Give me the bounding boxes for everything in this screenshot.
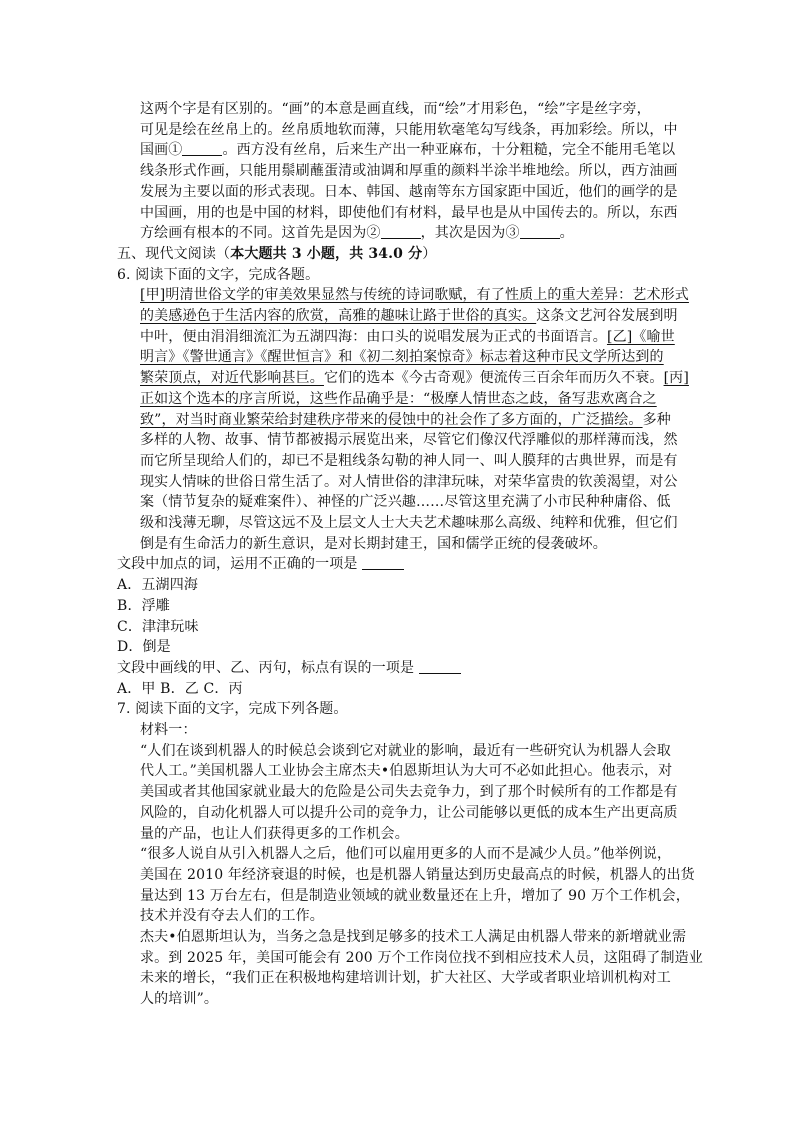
text-run: A．五湖四海: [117, 577, 199, 594]
text-run: 量达到 13 万台左右，但是制造业领域的就业数量还在上升，增加了 90 万个工作机会，: [140, 887, 690, 904]
sub-question-2: [117, 658, 461, 678]
option-item: [117, 617, 199, 637]
text-run: 材料一：: [140, 722, 197, 738]
material-label: [140, 720, 197, 740]
material-line: [140, 803, 678, 823]
underlined-sentence: 明言》《警世通言》《醒世恒言》和《初二刻拍案惊奇》标志着这种市民文学所达到的: [140, 349, 664, 366]
text-run: 求。到 2025 年，美国可能会有 200 万个工作岗位找不到相应技术人员，这阻碍了制造业: [140, 949, 703, 966]
text-run: ）: [422, 245, 437, 262]
paragraph-line: [140, 99, 651, 119]
answer-blank[interactable]: [520, 224, 560, 239]
text-run: 线条形式作画，只能用鬃刷蘸蛋清或油调和厚重的颜料半涂半堆地绘。所以，西方油画: [140, 163, 678, 180]
text-run: 五、现代文阅读（: [117, 245, 231, 262]
text-run: 国画①: [140, 142, 183, 159]
answer-blank[interactable]: [182, 141, 222, 156]
material-line: [140, 782, 678, 802]
material-line: [140, 906, 324, 926]
paragraph-line: [140, 161, 678, 181]
option-item: [117, 596, 170, 616]
underlined-sentence: [丙]: [663, 370, 689, 387]
text-run: 它们的选本《今古奇观》便流传三百余年而历久不衰。: [323, 370, 664, 387]
paragraph-line: [140, 182, 678, 202]
underlined-sentence: [乙]《喻世: [606, 328, 675, 345]
underlined-sentence: [甲]明清世俗文学的审美效果显然与传统的诗词歌赋，有了性质上的重大差异：艺术形式: [140, 287, 689, 304]
text-run: 。: [559, 225, 574, 242]
text-run: 倒是有生命活力的新生意识，是对长期封建王，国和儒学正统的侵袭破坏。: [140, 535, 607, 552]
text-run: 多样的人物、故事、情节都被揭示展览出来，尽管它们像汉代浮雕似的那样薄而浅，然: [140, 432, 678, 449]
text-run: A．甲 B．乙 C．丙: [117, 680, 243, 697]
text-run: 量的产品，也让人们获得更多的工作机会。: [140, 825, 409, 842]
question-number: 7.: [117, 701, 136, 718]
text-run: 中国画，用的也是中国的材料，即使他们有材料，最早也是从中国传去的。所以，东西: [140, 204, 678, 221]
material-line: [140, 741, 671, 761]
text-run: 而它所呈现给人们的，却已不是粗线条勾勒的神人同一、叫人膜拜的古典世界，而是有: [140, 452, 678, 469]
text-run: 本大题共 3 小题，共 34.0 分: [230, 245, 423, 262]
passage-line: [140, 389, 657, 409]
answer-blank[interactable]: [419, 659, 461, 674]
text-run: 美国或者其他国家就业最大的危险是公司失去竞争力，到了那个时候所有的工作都是有: [140, 784, 678, 801]
material-line: [140, 844, 671, 864]
text-run: 方绘画有根本的不同。这首先是因为②: [140, 225, 381, 242]
text-run: 可见是绘在丝帛上的。丝帛质地软而薄，只能用软毫笔勾写线条，再加彩绘。所以，中: [140, 121, 678, 138]
passage-line: [140, 430, 678, 450]
text-run: 这条文艺河谷发展到明: [536, 308, 678, 324]
paragraph-line: [140, 120, 678, 140]
text-run: 文段中加点的词，运用不正确的一项是: [117, 556, 363, 573]
passage-line: [140, 534, 607, 554]
text-run: 案（情节复杂的疑难案件）、神怪的广泛兴趣……尽管这里充满了小市民种种庸俗、低: [140, 494, 671, 511]
passage-line: [140, 410, 671, 430]
material-line: [140, 968, 671, 988]
text-run: 这两个字是有区别的。“画”的本意是画直线，而“绘”才用彩色，“绘”字是丝字旁，: [140, 101, 651, 117]
material-line: [140, 865, 695, 885]
answer-blank[interactable]: [381, 224, 421, 239]
section-heading: [117, 244, 436, 264]
text-run: 技术并没有夺去人们的工作。: [140, 908, 324, 925]
material-line: [140, 886, 690, 906]
underlined-sentence: 致”，对当时商业繁荣给封建秩序带来的侵蚀中的社会作了多方面的，广泛描绘。: [140, 411, 643, 428]
passage-line: [140, 327, 675, 347]
answer-blank[interactable]: [362, 555, 404, 570]
material-line: [140, 824, 409, 844]
passage-line: [140, 472, 678, 492]
question-prompt: 阅读下面的文字，完成下列各题。: [135, 701, 348, 718]
passage-line: [140, 306, 678, 326]
passage-line: [140, 451, 678, 471]
sub-question-1: [117, 554, 404, 574]
text-run: 美国在 2010 年经济衰退的时候，也是机器人销量达到历史最高点的时候，机器人的出货: [140, 866, 695, 883]
option-row: [117, 679, 243, 699]
passage-line: [140, 368, 689, 388]
text-run: ，其次是因为③: [420, 225, 520, 242]
paragraph-line: [140, 223, 574, 243]
question-6-prompt: [117, 265, 319, 285]
text-run: 人的培训”。: [140, 991, 219, 1008]
text-run: 代人工。”美国机器人工业协会主席杰夫•伯恩斯坦认为大可不必如此担心。他表示，对: [140, 763, 673, 780]
text-run: 多种: [642, 411, 671, 428]
text-run: 。西方没有丝帛，后来生产出一种亚麻布，十分粗糙，完全不能用毛笔以: [222, 142, 676, 159]
material-line: [140, 948, 703, 968]
underlined-sentence: 正如这个选本的序言所说，这些作品确乎是：“极摩人情世态之歧，备写悲欢离合之: [140, 390, 657, 407]
material-line: [140, 761, 672, 781]
question-number: 6.: [117, 266, 136, 283]
paragraph-line: [140, 203, 678, 223]
text-run: C．津津玩味: [117, 618, 199, 635]
option-item: [117, 575, 198, 595]
question-prompt: 阅读下面的文字，完成各题。: [135, 266, 320, 283]
text-run: D．倒是: [117, 639, 171, 656]
underlined-sentence: 繁荣顶点，对近代影响甚巨。: [140, 370, 324, 387]
text-run: “很多人说自从引入机器人之后，他们可以雇用更多的人而不是减少人员。”他举例说，: [140, 846, 672, 863]
text-run: 级和浅薄无聊，尽管这远不及上层文人士大夫艺术趣味那么高级、纯粹和优雅，但它们: [140, 515, 678, 531]
underlined-sentence: 的美感逊色于生活内容的欣赏，高雅的趣味让路于世俗的真实。: [140, 308, 537, 324]
passage-line: [140, 285, 689, 305]
passage-line: [140, 513, 678, 533]
paragraph-line: [140, 140, 675, 160]
text-run: 杰夫•伯恩斯坦认为，当务之急是找到足够多的技术工人满足由机器人带来的新增就业需: [140, 929, 687, 945]
passage-line: [140, 347, 664, 367]
option-item: [117, 637, 171, 657]
text-run: B．浮雕: [117, 597, 170, 614]
passage-line: [140, 492, 671, 512]
text-run: 中叶，便由涓涓细流汇为五湖四海：由口头的说唱发展为正式的书面语言。: [140, 328, 607, 345]
question-7-prompt: [117, 699, 348, 719]
text-run: 现实人情味的世俗日常生活了。对人情世俗的津津玩味，对荣华富贵的钦羡渴望，对公: [140, 473, 678, 490]
text-run: 风险的，自动化机器人可以提升公司的竞争力，让公司能够以更低的成本生产出更高质: [140, 804, 678, 821]
text-run: 文段中画线的甲、乙、丙句，标点有误的一项是: [117, 659, 419, 676]
text-run: 发展为主要以面的形式表现。日本、韩国、越南等东方国家距中国近，他们的画学的是: [140, 183, 678, 200]
material-line: [140, 989, 218, 1009]
text-run: 未来的增长，“我们正在积极地构建培训计划，扩大社区、大学或者职业培训机构对工: [140, 970, 671, 987]
text-run: “人们在谈到机器人的时候总会谈到它对就业的影响，最近有一些研究认为机器人会取: [140, 742, 671, 759]
material-line: [140, 927, 686, 947]
